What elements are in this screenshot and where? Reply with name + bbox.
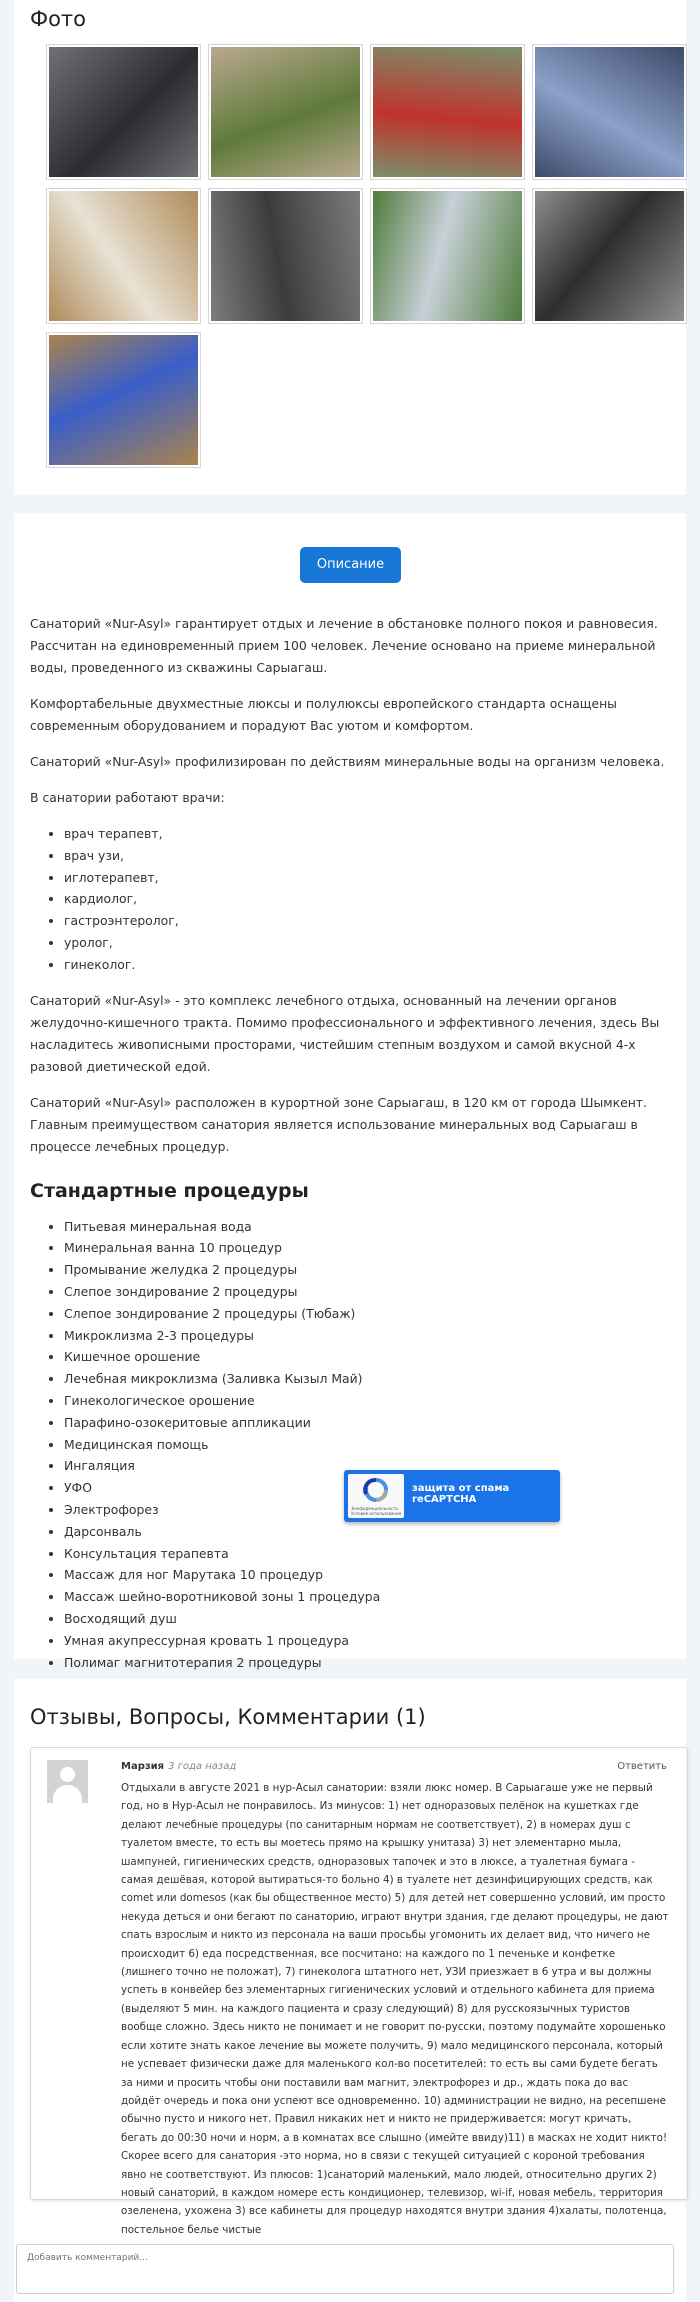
description-paragraph: Комфортабельные двухместные люксы и полулюксы европейского стандарта оснащены современным оборудованием и порадуют Вас уютом и комфортом. <box>30 696 617 733</box>
photo-yard-cars-icon <box>373 191 522 321</box>
photos-section <box>14 0 686 495</box>
description-paragraph: Санаторий «Nur-Asyl» профилизирован по действиям минеральные воды на организм человека. <box>30 754 665 769</box>
procedure-item: • Медицинская помощь <box>64 1434 671 1456</box>
procedure-item: • Промывание желудка 2 процедуры <box>64 1259 671 1281</box>
list-item: • гастроэнтеролог, <box>64 910 671 932</box>
review-author[interactable]: Марзия <box>121 1761 165 1772</box>
recaptcha-icon <box>348 1474 404 1506</box>
review-date[interactable]: 3 года назад <box>168 1761 237 1772</box>
comment-input[interactable] <box>16 2244 674 2294</box>
photo-dining-hall-icon <box>535 191 684 321</box>
photo-room-tv-icon <box>49 335 198 465</box>
procedure-item: • Слепое зондирование 2 процедуры <box>64 1281 671 1303</box>
list-item: • кардиолог, <box>64 888 671 910</box>
procedure-item: • Лечебная микроклизма (Заливка Кызыл Май) <box>64 1368 671 1390</box>
procedure-item: • УФО <box>64 1477 671 1499</box>
list-item: • гинеколог. <box>64 954 671 976</box>
procedure-item: • Микроклизма 2-3 процедуры <box>64 1325 671 1347</box>
review-text: Отдыхали в августе 2021 в нур-Асыл санатории: взяли люкс номер. В Сарыагаше уже не первый год, но в Нур-Асыл не понравилось. Из минусов: 1) нет одноразовых пелёнок на кушетках где делают лечебные процедуры (по санитарным нормам не соответствует), 2) в номерах душ с туалетом вместе, то есть вы моетесь прямо на крышку унитаза) 3) нет элементарно мыла, шампуней, гигиенических средств, одноразовых тапочек и это в люксе, а туалетная бумага - самая дешёвая, которой вытираться-то больно 4) в туалете нет дезинфицирующих средств, как comet или domesos (как бы общественное место) 5) для детей нет совершенно условий, им просто некуда деться и они бегают по санаторию, играют внутри здания, где делают процедуры, не дают спать взрослым и никто из персонала на ваши просьбы угомонить их делает вид, что ничего не происходит 6) еда посредственная, все посчитано: на каждого по 1 печеньке и конфетке (лишнего точно не положат), 7) гинеколога штатного нет, УЗИ приезжает в 6 утра и вы должны успеть в конвейер без элементарных гигиенических условий и отдельного кабинета для приема (выделяют 5 мин. на каждого пациента и сразу следующий) 8) для русскоязычных туристов вообще сложно. Здесь никто не понимает и не говорит по-русски, поэтому подумайте хорошенько если хотите знать какое лечение вы можете получить, 9) мало медицинского персонала, который не успевает физически даже для маленького кол-во посетителей: то есть вы сами будете бегать за ними и просить чтобы они поставили вам магнит, электрофорез и др., ждать пока до вас дойдёт очередь и пока они успеют все одновременно. 10) администрации не видно, на ресепшене обычно пусто и никого нет. Правил никаких нет и никто не придерживается: могут кричать, бегать до 00:30 ночи и норм, а в комнатах все слышно (имейте ввиду)11) в масках не ходит никто! Скорее всего для санатория -это норма, но в связи с текущей ситуацией с короной требования явно не соответствуют. Из плюсов: 1)санаторий маленький, мало людей, относительно других 2) новый санаторий, в каждом номере есть кондиционер, телевизор, wi-if, новая мебель, территория озеленена, ухожена 3) все кабинеты для процедур находятся внутри здания 4)халаты, полотенца, постельное белье чистые <box>121 1782 669 2236</box>
photo-thumbnail[interactable] <box>370 188 525 324</box>
review-meta <box>121 1761 236 1772</box>
recaptcha-privacy-links[interactable]: Конфиденциальность · Условия использования <box>350 1506 402 1516</box>
recaptcha-logo <box>348 1474 404 1518</box>
reviews-title: Отзывы, Вопросы, Комментарии (1) <box>30 1705 426 1729</box>
photo-thumbnail[interactable] <box>46 188 201 324</box>
recaptcha-label: защита от спама reCAPTCHA <box>412 1483 510 1505</box>
description-paragraph: В санатории работают врачи: <box>30 790 225 805</box>
procedure-item: • Умная акупрессурная кровать 1 процедура <box>64 1630 671 1652</box>
list-item: • врач терапевт, <box>64 823 671 845</box>
review-item <box>30 1747 688 2236</box>
reviews-section <box>14 1679 686 2302</box>
recaptcha-badge[interactable] <box>344 1470 560 1522</box>
procedure-item: • Слепое зондирование 2 процедуры (Тюбаж) <box>64 1303 671 1325</box>
avatar <box>47 1760 88 1803</box>
photo-bathroom-tiles-icon <box>211 191 360 321</box>
list-item: • иглотерапевт, <box>64 867 671 889</box>
description-paragraph: Санаторий «Nur-Asyl» гарантирует отдых и лечение в обстановке полного покоя и равновесия. Рассчитан на единовременный прием 100 человек. Лечение основано на приеме минеральной воды, проведенного из скважины Сарыагаш. <box>30 616 658 675</box>
photo-building-exterior-icon <box>211 47 360 177</box>
procedures-title: Стандартные процедуры <box>30 1179 309 1202</box>
photo-room-window-icon <box>49 191 198 321</box>
description-paragraph: Санаторий «Nur-Asyl» расположен в курортной зоне Сарыагаш, в 120 км от города Шымкент. Главным преимуществом санатория является использование минеральных вод Сарыагаш в процессе лечебных процедур. <box>30 1094 647 1154</box>
photo-thumbnail[interactable] <box>370 44 525 180</box>
procedure-item: • Дарсонваль <box>64 1521 671 1543</box>
list-item: • врач узи, <box>64 845 671 867</box>
procedure-item: • Консультация терапевта <box>64 1543 671 1565</box>
doctors-list <box>64 823 671 976</box>
photo-thumbnail[interactable] <box>46 332 201 468</box>
reply-link[interactable]: Ответить <box>617 1761 667 1772</box>
procedure-item: • Массаж шейно-воротниковой зоны 1 процедура <box>64 1586 671 1608</box>
procedure-item: • Парафино-озокеритовые аппликации <box>64 1412 671 1434</box>
photo-thumbnail[interactable] <box>532 44 687 180</box>
procedures-list <box>64 1216 671 1674</box>
procedure-item: • Минеральная ванна 10 процедур <box>64 1237 671 1259</box>
procedure-item: • Восходящий душ <box>64 1608 671 1630</box>
list-item: • уролог, <box>64 932 671 954</box>
photo-thumbnail[interactable] <box>208 44 363 180</box>
photo-garden-roses-icon <box>373 47 522 177</box>
photo-gallery <box>46 44 671 468</box>
photo-bedroom-blue-icon <box>535 47 684 177</box>
photo-massage-chair-icon <box>49 47 198 177</box>
procedure-item: • Гинекологическое орошение <box>64 1390 671 1412</box>
photo-thumbnail[interactable] <box>46 44 201 180</box>
procedure-item: • Полимаг магнитотерапия 2 процедуры <box>64 1652 671 1674</box>
procedure-item: • Питьевая минеральная вода <box>64 1216 671 1238</box>
description-tab-button[interactable]: Описание <box>300 547 401 583</box>
description-paragraph: Санаторий «Nur-Asyl» - это комплекс лечебного отдыха, основанный на лечении органов желудочно-кишечного тракта. Помимо профессионального и эффективного лечения, здесь Вы насладитесь живописными просторами, чистейшим степным воздухом и самой вкусной 4-х разовой диетической едой. <box>30 992 660 1074</box>
photo-thumbnail[interactable] <box>532 188 687 324</box>
procedure-item: • Электрофорез <box>64 1499 671 1521</box>
procedure-item: • Массаж для ног Марутака 10 процедур <box>64 1564 671 1586</box>
procedure-item: • Ингаляция <box>64 1455 671 1477</box>
photo-thumbnail[interactable] <box>208 188 363 324</box>
procedure-item: • Кишечное орошение <box>64 1346 671 1368</box>
photos-title: Фото <box>30 7 87 31</box>
